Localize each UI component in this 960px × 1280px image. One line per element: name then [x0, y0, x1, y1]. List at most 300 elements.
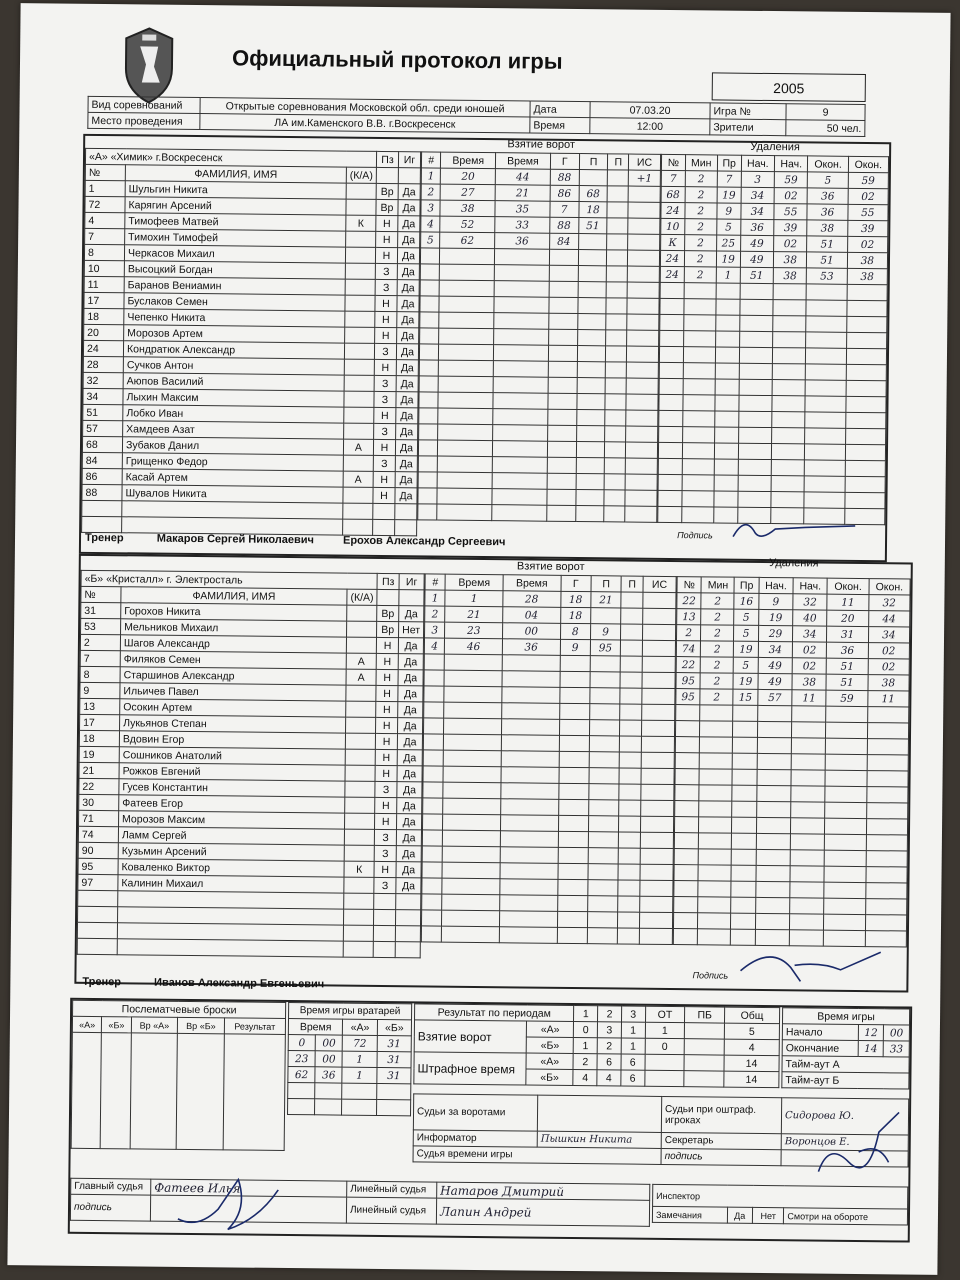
team-a-penalties [657, 154, 889, 525]
penalties-cell [824, 882, 865, 898]
penalties-cell: 40 [793, 610, 827, 626]
overtime: ОТ [645, 1006, 685, 1022]
player-row [77, 938, 420, 958]
player-played: Да [396, 846, 421, 862]
penalties-cell: 36 [740, 219, 774, 235]
goals-cell [548, 329, 577, 345]
goalie-cell [376, 1083, 410, 1099]
player-role [343, 941, 373, 957]
goals-cell: 51 [578, 218, 607, 234]
timeout-a: Тайм-аут А [782, 1056, 909, 1073]
goals-cell [625, 458, 657, 474]
goals-cell [557, 863, 588, 879]
penalties-cell: 5 [808, 172, 848, 188]
col-p_start: Нач. [759, 577, 793, 593]
penalties-cell: 20 [827, 610, 868, 626]
goals-cell [578, 266, 607, 282]
player-played: Да [397, 312, 419, 328]
goals-cell: 46 [445, 638, 503, 655]
penalties-cell [756, 881, 790, 897]
player-role [346, 231, 376, 247]
goals-cell [494, 265, 549, 282]
goalie-cell: 23 [288, 1051, 315, 1067]
goals-cell [443, 782, 501, 799]
penalties-cell [660, 298, 684, 314]
goals-cell: 35 [495, 201, 550, 218]
penalties-cell [772, 380, 806, 396]
player-position: З [374, 343, 396, 359]
col-g_time: Время [441, 152, 496, 169]
penalties-cell [682, 475, 714, 491]
player-number: 30 [79, 794, 119, 810]
venue-label: Место проведения [88, 112, 200, 129]
penalties-cell [739, 347, 773, 363]
penalties-cell [674, 833, 699, 849]
penalties-cell [825, 802, 866, 818]
goals-cell [422, 846, 443, 862]
penalties-cell [659, 410, 683, 426]
penalties-cell: 5 [734, 625, 759, 641]
col-g_num: # [425, 574, 446, 590]
penalties-cell [771, 444, 805, 460]
penalties-cell [866, 787, 907, 803]
player-played: Да [397, 814, 422, 830]
goals-cell [641, 736, 674, 752]
pim-a-pb [684, 1055, 724, 1071]
goals-cell [627, 346, 659, 362]
penalties-cell [805, 412, 845, 428]
penalties-cell [715, 331, 739, 347]
see-back-label: Смотри на обороте [784, 1208, 908, 1225]
pim-b-pb [684, 1071, 724, 1087]
goals-cell [628, 234, 660, 250]
goals-cell [605, 458, 626, 474]
penalties-cell [673, 929, 698, 945]
goals-cell: 86 [550, 185, 579, 201]
goals-cell [422, 814, 443, 830]
penalties-cell [772, 348, 806, 364]
penalties-cell: 2 [701, 625, 734, 641]
penalties-cell [866, 867, 907, 883]
penalties-cell: 25 [716, 235, 740, 251]
penalties-cell [867, 707, 908, 723]
goals-cell [439, 344, 494, 361]
goals-b-p1: 1 [574, 1038, 598, 1054]
goals-cell [420, 296, 440, 312]
pim-b-p2: 4 [597, 1070, 621, 1086]
goals-cell [548, 377, 577, 393]
goals-cell [500, 895, 558, 912]
shootout-b: «Б» [102, 1017, 131, 1033]
goals-cell [627, 282, 659, 298]
penalties-cell [806, 364, 846, 380]
player-name: Осокин Артем [120, 699, 346, 717]
player-name: Морозов Максим [119, 811, 345, 829]
shootout-vr-b: Вр «Б» [178, 1017, 225, 1033]
penalties-cell [682, 507, 714, 523]
penalties-cell [867, 723, 908, 739]
player-role: А [343, 439, 373, 455]
team-b-coaches [82, 976, 324, 991]
player-position: З [374, 423, 396, 439]
penalties-cell: 7 [661, 170, 685, 186]
goals-b-label: «Б» [526, 1037, 574, 1053]
penalties-cell [807, 284, 847, 300]
goals-cell [558, 831, 589, 847]
penalties-cell: 2 [701, 593, 734, 609]
player-role [345, 279, 375, 295]
player-number: 86 [82, 468, 122, 484]
penalties-cell: 19 [716, 251, 740, 267]
player-role [345, 263, 375, 279]
player-role [345, 247, 375, 263]
player-position: Н [375, 797, 397, 813]
col-p_min: Мин [701, 577, 734, 593]
penalties-cell [806, 332, 846, 348]
col-num: № [81, 586, 121, 602]
player-position [374, 909, 396, 925]
goals-cell [577, 362, 606, 378]
col-play: Иг [398, 152, 420, 168]
penalties-cell [804, 492, 844, 508]
goals-cell [605, 410, 626, 426]
penalties-cell [790, 866, 824, 882]
goals-cell [621, 608, 643, 624]
player-position: Н [373, 439, 395, 455]
periods-title: Результат по периодам [415, 1004, 575, 1022]
penalties-cell [805, 444, 845, 460]
col-name: ФАМИЛИЯ, ИМЯ [125, 165, 346, 183]
goals-cell [620, 704, 642, 720]
penalties-cell [865, 915, 906, 931]
penalties-cell: 19 [733, 673, 758, 689]
penalties-cell [700, 753, 733, 769]
goals-cell [618, 896, 640, 912]
penalties-cell [673, 913, 698, 929]
player-role [344, 375, 374, 391]
goals-cell [559, 687, 590, 703]
goals-cell [492, 473, 547, 490]
player-played: Да [396, 360, 418, 376]
goals-cell [438, 376, 493, 393]
pim-b-total: 14 [724, 1071, 779, 1088]
goals-cell [501, 751, 559, 768]
game-time-title: Время игры [782, 1008, 909, 1025]
col-g_g: Г [550, 153, 579, 169]
penalties-cell [740, 299, 774, 315]
penalties-cell [700, 737, 733, 753]
goals-cell: 88 [550, 217, 579, 233]
penalties-cell: 36 [808, 188, 848, 204]
player-name: Филяков Семен [120, 651, 346, 669]
player-role [344, 407, 374, 423]
goals-cell [418, 440, 438, 456]
goals-cell: 2 [421, 184, 441, 200]
goals-cell [625, 490, 657, 506]
penalties-cell [773, 332, 807, 348]
goalie-time-table [287, 1002, 412, 1116]
goals-cell [640, 832, 673, 848]
penalties-cell [676, 705, 701, 721]
goals-cell [626, 378, 658, 394]
goals-b-p2: 2 [597, 1038, 621, 1054]
penalties-cell [791, 770, 825, 786]
goals-cell [418, 504, 438, 520]
player-position: Н [374, 359, 396, 375]
player-role [343, 503, 373, 519]
penalties-cell: 02 [774, 188, 808, 204]
goals-label: Взятие ворот [414, 1020, 526, 1053]
team-b-goals [421, 573, 677, 945]
col-g_time: Время [496, 153, 551, 170]
time-label: Время [530, 117, 590, 134]
goals-cell [438, 424, 493, 441]
penalties-cell [846, 348, 886, 364]
player-name: Рожков Евгений [119, 763, 345, 781]
player-name: Сучков Антон [123, 357, 344, 375]
goals-cell [643, 592, 676, 608]
penalties-cell: 36 [807, 204, 847, 220]
goals-cell [557, 911, 588, 927]
player-number: 1 [85, 180, 125, 196]
goals-cell [501, 735, 559, 752]
penalties-cell [700, 705, 733, 721]
penalties-cell [772, 428, 806, 444]
goals-cell [419, 344, 439, 360]
goals-cell: 18 [560, 591, 591, 607]
goals-cell [608, 186, 629, 202]
goals-cell [588, 832, 619, 848]
player-position: З [375, 781, 397, 797]
goals-cell [442, 862, 500, 879]
goals-cell [559, 671, 590, 687]
penalties-cell: 2 [684, 235, 716, 251]
penalties-cell: 2 [685, 187, 717, 203]
penalties-cell: 7 [717, 171, 741, 187]
penalty-judge-name: Сидорова Ю. [781, 1098, 908, 1135]
penalties-cell [733, 721, 758, 737]
penalties-cell: 13 [677, 609, 702, 625]
goals-cell [640, 864, 673, 880]
penalties-cell [845, 444, 885, 460]
penalties-cell [805, 396, 845, 412]
goals-cell [620, 672, 642, 688]
goals-cell [502, 671, 560, 688]
goals-cell [619, 784, 641, 800]
penalties-cell [675, 737, 700, 753]
goals-cell [443, 798, 501, 815]
goals-cell [641, 752, 674, 768]
goals-cell [606, 346, 627, 362]
player-position: Н [376, 669, 398, 685]
player-role [344, 423, 374, 439]
goals-cell: 7 [550, 201, 579, 217]
col-ka: (К/А) [347, 589, 377, 605]
goals-cell [590, 656, 621, 672]
penalties-cell [791, 754, 825, 770]
time: 12:00 [590, 118, 710, 135]
goals-cell [422, 830, 443, 846]
player-role [343, 519, 373, 535]
player-name: Коваленко Виктор [118, 859, 344, 877]
goals-cell: +1 [628, 170, 660, 186]
player-position: Вр [377, 621, 399, 637]
year-box [712, 72, 866, 102]
penalties-cell: 74 [676, 641, 701, 657]
goals-cell [628, 186, 660, 202]
shootout-a: «А» [72, 1016, 102, 1032]
penalties-cell [756, 849, 790, 865]
player-position: Н [375, 749, 397, 765]
penalties-cell [699, 785, 732, 801]
penalties-cell [674, 849, 699, 865]
penalties-cell [716, 283, 740, 299]
player-played: Да [395, 456, 417, 472]
goals-cell [606, 298, 627, 314]
goals-cell [587, 928, 618, 944]
team-b-coach-1: Иванов Александр Евгеньевич [154, 976, 325, 991]
player-name: Горохов Никита [121, 603, 347, 621]
goals-cell: 44 [495, 169, 550, 186]
penalties-cell [674, 881, 699, 897]
start-label: Начало [782, 1024, 858, 1041]
goals-cell [548, 393, 577, 409]
player-role [344, 877, 374, 893]
penalties-cell [738, 459, 772, 475]
goals-cell [492, 457, 547, 474]
penalties-cell [732, 785, 757, 801]
penalties-cell: 38 [773, 252, 807, 268]
goals-cell [619, 800, 641, 816]
goals-cell [621, 592, 643, 608]
goals-cell [547, 457, 576, 473]
goals-cell [619, 768, 641, 784]
player-played: Да [397, 264, 419, 280]
player-position: Н [376, 637, 398, 653]
penalties-cell [740, 283, 774, 299]
goals-cell [589, 720, 620, 736]
col-g_g: Г [561, 575, 592, 591]
penalties-cell [792, 722, 826, 738]
player-name: Хамдеев Азат [123, 421, 344, 439]
player-name: Вдовин Егор [119, 731, 345, 749]
player-number: 7 [85, 228, 125, 244]
goals-cell: 04 [503, 607, 561, 624]
coach-label: Тренер [84, 531, 124, 545]
competition: Открытые соревнования Московской обл. среди юношей [200, 98, 530, 117]
penalties-cell [683, 347, 715, 363]
goals-a-total: 5 [724, 1023, 779, 1040]
penalties-cell [790, 914, 824, 930]
player-name: Ламм Сергей [118, 827, 344, 845]
goals-cell [437, 504, 492, 521]
col-g_is: ИС [629, 154, 661, 170]
goals-cell [620, 688, 642, 704]
goals-cell [627, 314, 659, 330]
player-played [396, 910, 421, 926]
player-number: 21 [79, 762, 119, 778]
penalties-cell [732, 801, 757, 817]
goals-cell [606, 362, 627, 378]
goals-cell [422, 862, 443, 878]
penalties-cell: 2 [701, 609, 734, 625]
penalties-cell [757, 737, 791, 753]
penalties-cell [732, 769, 757, 785]
penalties-cell: 36 [827, 642, 868, 658]
player-role [344, 359, 374, 375]
penalties-cell [847, 300, 887, 316]
penalties-cell: 19 [758, 609, 792, 625]
goals-cell [618, 848, 640, 864]
goals-cell [500, 863, 558, 880]
penalties-cell [791, 738, 825, 754]
goals-cell [589, 736, 620, 752]
player-name: Мельников Михаил [121, 619, 347, 637]
penalties-cell [790, 834, 824, 850]
col-p_pr: Пр [717, 155, 741, 171]
penalties-cell [699, 817, 732, 833]
col-p_start: Нач. [741, 155, 775, 171]
player-position: Н [376, 717, 398, 733]
goals-cell [579, 170, 608, 186]
goals-cell [625, 474, 657, 490]
goals-a-pb [685, 1023, 725, 1039]
goals-cell [493, 377, 548, 394]
penalties-cell: 38 [868, 675, 909, 691]
goals-cell [577, 314, 606, 330]
goalie-cell: 1 [342, 1067, 376, 1083]
goals-cell [618, 928, 640, 944]
goals-cell [628, 218, 660, 234]
page-title: Официальный протокол игры [231, 45, 563, 74]
penalties-cell: 51 [807, 252, 847, 268]
penalties-cell: 38 [847, 268, 887, 284]
player-role [346, 183, 376, 199]
player-name: Лукьянов Степан [120, 715, 346, 733]
shootouts-table [71, 1000, 287, 1151]
penalties-cell: 5 [733, 657, 758, 673]
player-role [344, 909, 374, 925]
penalties-cell [791, 818, 825, 834]
player-position: Н [375, 813, 397, 829]
team-a-penalties-title: Удаления [750, 140, 800, 154]
goalie-cell: 62 [288, 1067, 315, 1083]
penalties-cell [806, 300, 846, 316]
col-pos: Пз [376, 151, 398, 167]
player-played: Да [397, 248, 419, 264]
penalties-cell [866, 803, 907, 819]
goals-a-p1: 0 [574, 1022, 598, 1038]
goals-cell [424, 654, 445, 670]
goals-cell [607, 250, 628, 266]
goals-cell [642, 624, 675, 640]
goals-cell: 21 [591, 592, 622, 608]
informer-label: Информатор [413, 1130, 537, 1147]
player-name: Буслаков Семен [124, 293, 345, 311]
player-played: Да [397, 766, 422, 782]
goals-cell [590, 688, 621, 704]
player-position: Н [375, 295, 397, 311]
goals-cell [420, 328, 440, 344]
player-number [77, 938, 117, 954]
goals-cell [605, 442, 626, 458]
player-number: 97 [78, 874, 118, 890]
penalties-cell [790, 882, 824, 898]
penalties-cell [825, 850, 866, 866]
penalties-cell [682, 459, 714, 475]
goals-cell: 33 [495, 217, 550, 234]
shootout-col: ПБ [685, 1007, 725, 1023]
